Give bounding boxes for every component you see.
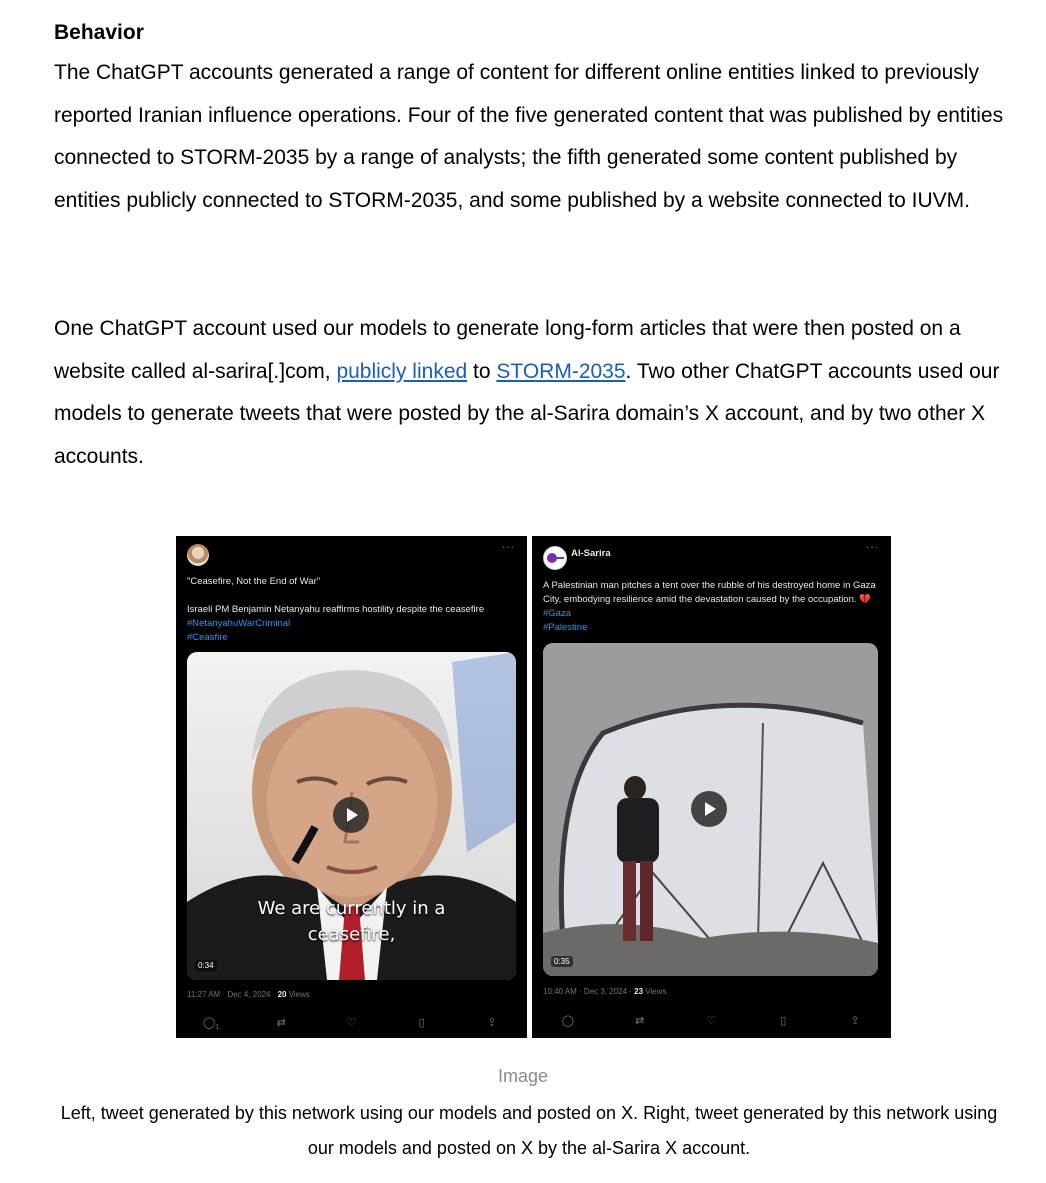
hashtag[interactable]: #Gaza — [543, 608, 571, 619]
views-label: Views — [643, 987, 667, 996]
bookmark-icon[interactable]: ▯ — [418, 1017, 425, 1029]
share-icon[interactable]: ⇪ — [850, 1015, 860, 1027]
retweet-icon[interactable]: ⇄ — [635, 1015, 645, 1027]
tweet-actions — [532, 1014, 891, 1027]
tweet-body-text: A Palestinian man pitches a tent over the rubble of his destroyed home in Gaza City, embodying resilience amid the devastation caused by the occupation. 💔 — [543, 580, 876, 605]
subtitle-line: We are currently in a — [257, 898, 446, 919]
views-count: 23 — [634, 987, 644, 996]
play-icon[interactable] — [691, 791, 727, 827]
account-name[interactable]: Al-Sarira — [571, 548, 611, 559]
more-options-icon[interactable]: ··· — [502, 542, 515, 553]
video-thumbnail[interactable] — [543, 643, 878, 976]
timestamp: 10:40 AM · Dec 3, 2024 · — [543, 987, 635, 996]
avatar[interactable] — [187, 544, 209, 566]
tweet-quote: "Ceasefire, Not the End of War" — [187, 576, 321, 587]
bookmark-icon[interactable]: ▯ — [780, 1015, 787, 1027]
paragraph-behavior: The ChatGPT accounts generated a range of content for different online entities linked to previously reported Iranian influence operations. Four of the five generated content that was published by entities connected to STORM-2035 by a range of analysts; the fifth generated some content published by entities publicly connected to STORM-2035, and some published by a website connected to IUVM. — [54, 61, 1004, 213]
reply-icon[interactable]: $◯_1$ — [202, 1017, 220, 1032]
tweet-meta — [187, 990, 310, 999]
publicly-linked-link[interactable]: publicly linked — [336, 359, 468, 383]
timestamp: 11:27 AM · Dec 4, 2024 · — [187, 990, 278, 999]
image-label: Image — [497, 1066, 549, 1086]
video-subtitle — [187, 896, 516, 948]
hashtag[interactable]: #NetanyahuWarCriminal — [187, 618, 291, 629]
section-heading: Behavior — [54, 21, 144, 44]
hashtag[interactable]: #Palestine — [543, 622, 588, 633]
video-thumbnail[interactable] — [187, 652, 516, 980]
like-icon[interactable]: ♡ — [706, 1015, 717, 1027]
reply-icon[interactable]: ◯ — [561, 1015, 575, 1027]
like-icon[interactable]: ♡ — [346, 1017, 357, 1029]
more-options-icon[interactable]: ··· — [866, 542, 879, 553]
video-duration: 0:34 — [195, 960, 217, 971]
figure-caption: Left, tweet generated by this network using our models and posted on X. Right, tweet generated by this network using our models and posted on X by the al-Sarira X account. — [60, 1103, 998, 1158]
views-count: 20 — [277, 990, 287, 999]
hashtag[interactable]: #Ceasfire — [187, 632, 228, 643]
paragraph-text: to — [467, 359, 497, 383]
tweet-left — [176, 536, 527, 1038]
tweet-right — [532, 536, 891, 1038]
al-sarira-logo — [544, 547, 566, 569]
video-duration: 0:35 — [551, 956, 573, 967]
tweet-screenshots-figure — [176, 536, 891, 1038]
tweet-body — [543, 579, 878, 621]
reply-count: 1 — [215, 1024, 220, 1032]
play-icon[interactable] — [333, 797, 369, 833]
share-icon[interactable]: ⇪ — [487, 1017, 497, 1029]
avatar[interactable] — [543, 546, 567, 570]
storm-2035-link[interactable]: STORM-2035 — [496, 359, 626, 383]
paragraph-text: . Two other ChatGPT accounts used our models to generate tweets that were posted by the al-Sarira domain’s X account, and by two other X accounts. — [54, 359, 1000, 469]
paragraph-text: One ChatGPT account used our models to generate long-form articles that were then posted on a website called al-sarira[.]com, — [54, 317, 961, 383]
views-label: Views — [286, 990, 310, 999]
retweet-icon[interactable]: ⇄ — [276, 1017, 286, 1029]
tweet-actions — [176, 1016, 527, 1031]
paragraph-accounts — [54, 308, 1004, 479]
tweet-meta — [543, 987, 667, 996]
subtitle-line: ceasefire, — [307, 924, 396, 945]
tweet-body: Israeli PM Benjamin Netanyahu reaffirms hostility despite the ceasefire — [187, 604, 485, 615]
